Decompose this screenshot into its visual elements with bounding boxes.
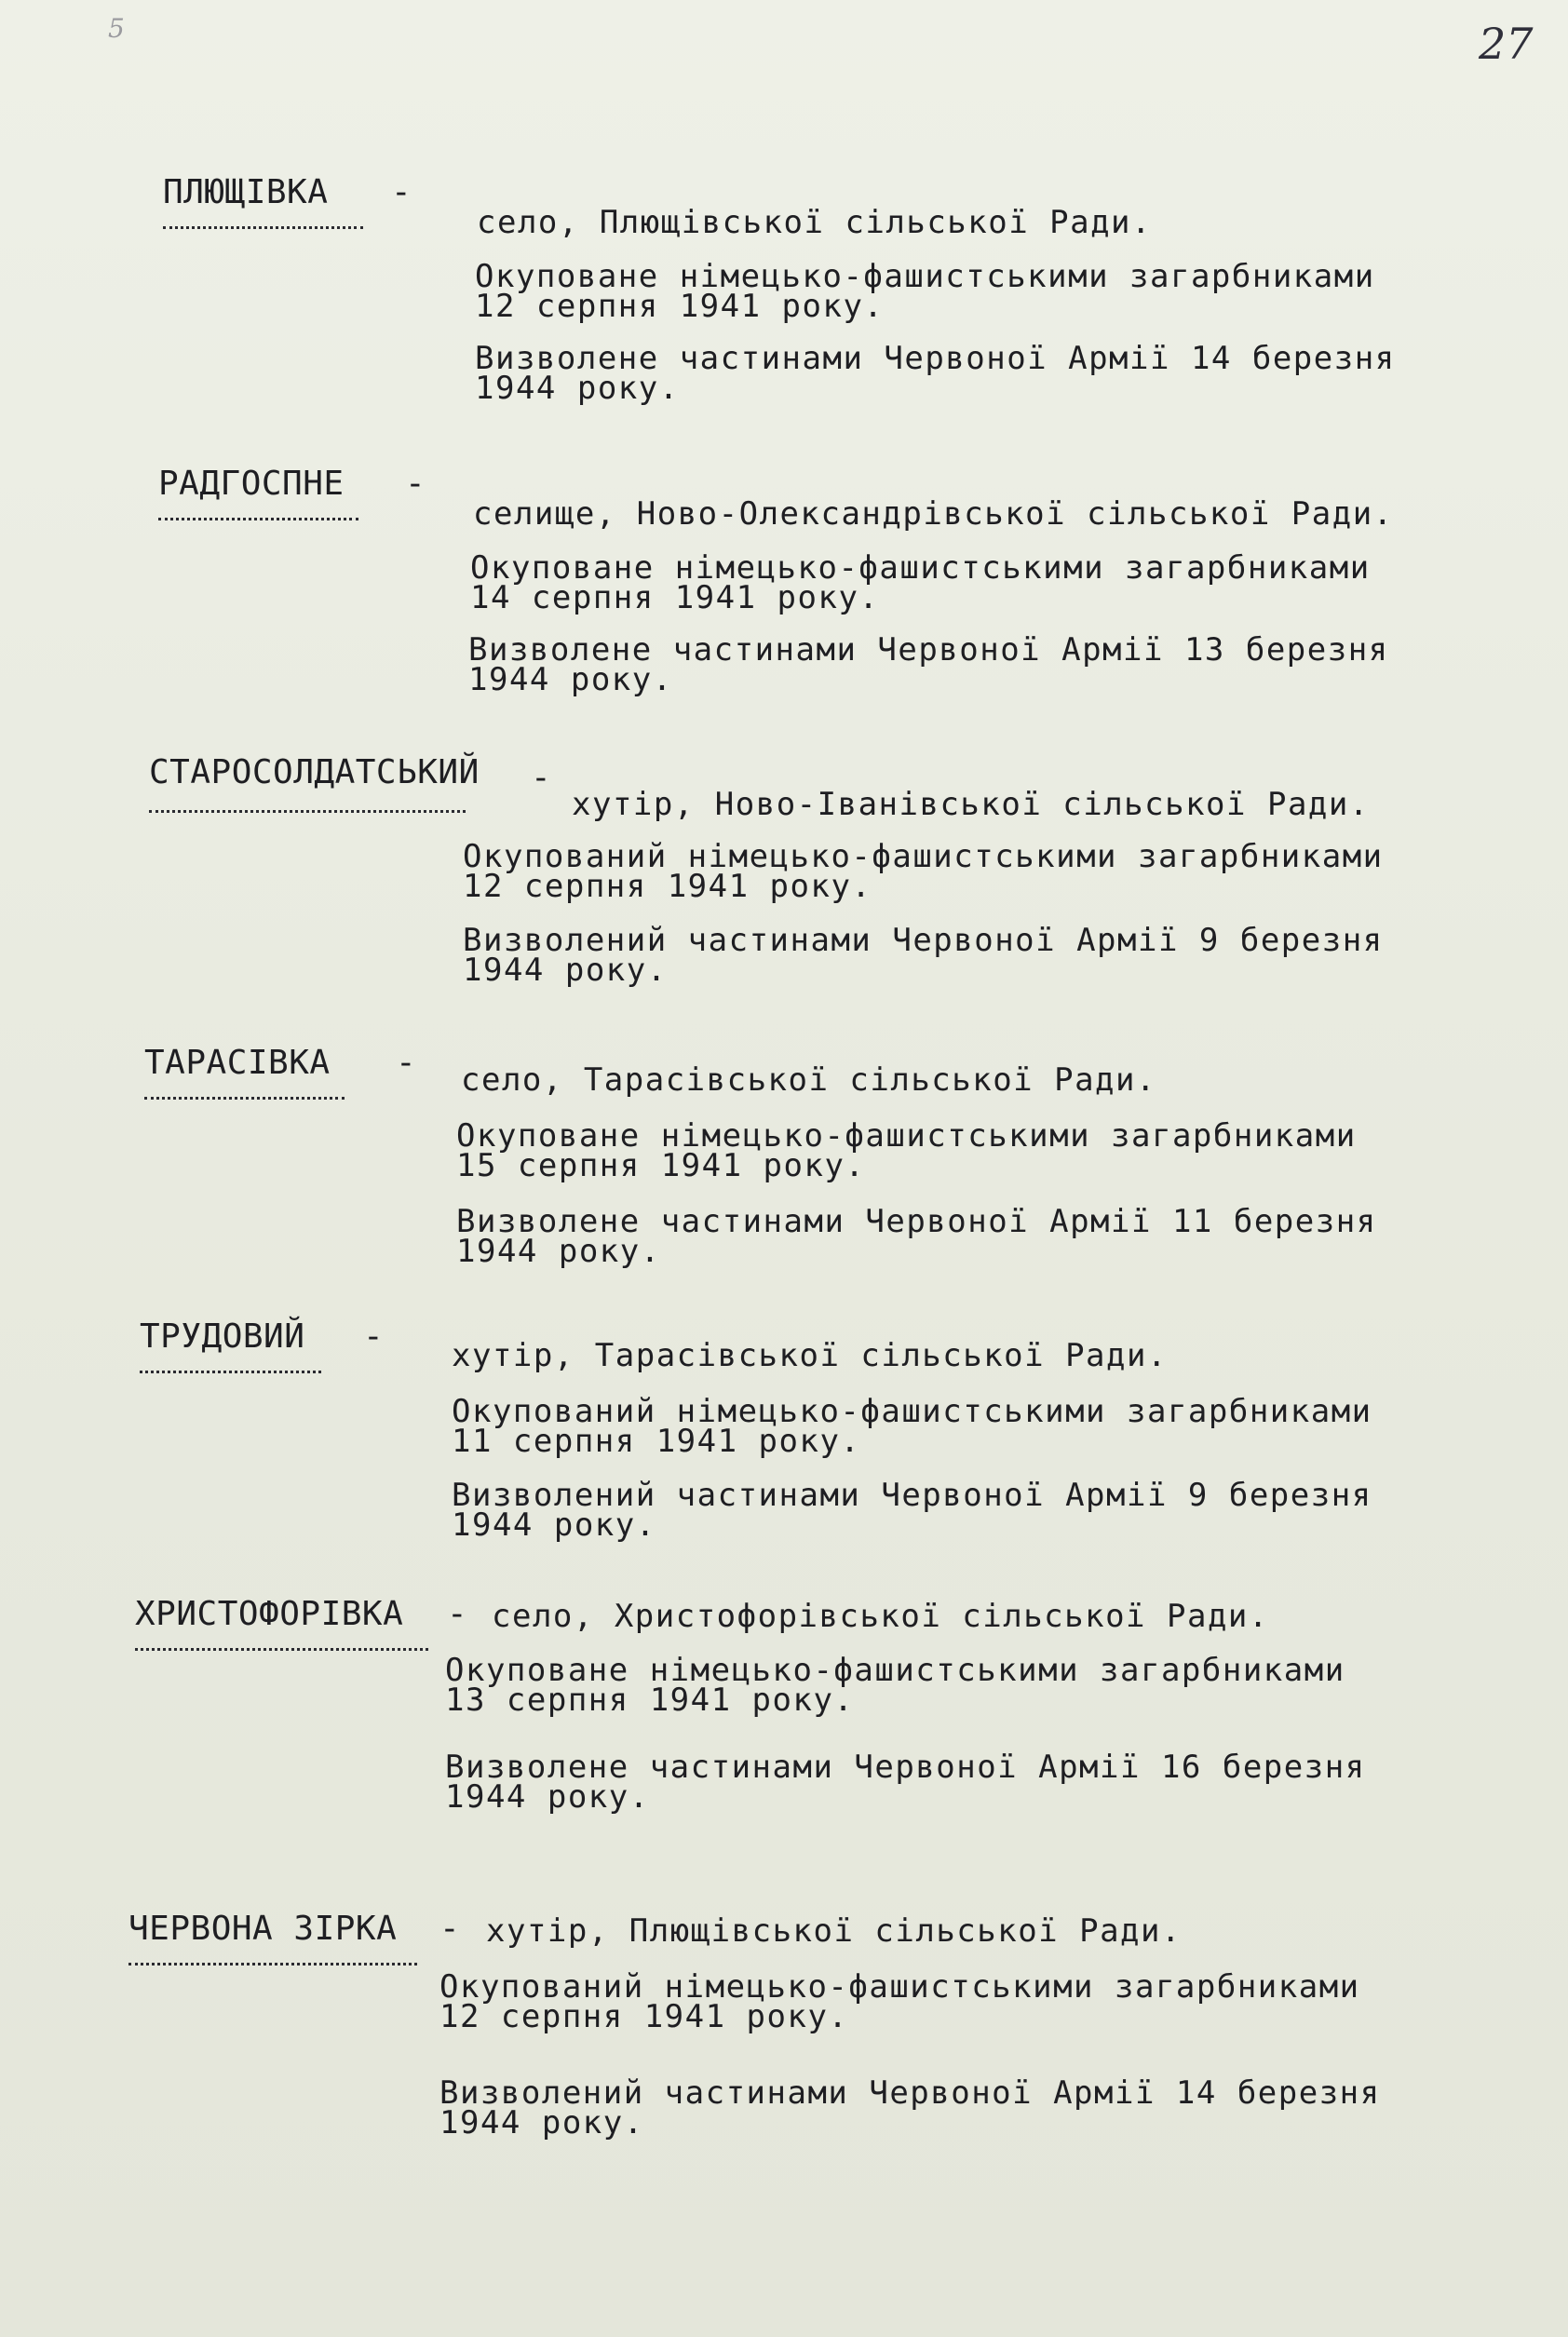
entry-underline bbox=[135, 1642, 428, 1651]
entry-occupied-date: 15 серпня 1941 року. bbox=[456, 1147, 866, 1184]
entry-liberated: Визволений частинами Червоної Армії 14 березня bbox=[439, 2074, 1381, 2112]
entry-name: СТАРОСОЛДАТСЬКИЙ bbox=[149, 753, 480, 791]
page-number: 27 bbox=[1479, 19, 1534, 69]
entry-occupied: Окупований німецько-фашистськими загарбниками bbox=[452, 1393, 1372, 1430]
entry-trudovyi bbox=[0, 1317, 1568, 1577]
entry-name: ПЛЮЩІВКА bbox=[163, 173, 329, 211]
entry-name: ХРИСТОФОРІВКА bbox=[135, 1595, 404, 1633]
entry-description: хутір, Тарасівської сільської Ради. bbox=[452, 1337, 1168, 1374]
entry-name: РАДГОСПНЕ bbox=[158, 465, 345, 503]
entry-liberated-year: 1944 року. bbox=[463, 952, 668, 989]
entry-description: селище, Ново-Олександрівської сільської Ради. bbox=[473, 495, 1394, 533]
entry-underline bbox=[144, 1091, 345, 1100]
entry-occupied: Окуповане німецько-фашистськими загарбниками bbox=[456, 1117, 1357, 1155]
entry-liberated: Визволене частинами Червоної Армії 13 березня bbox=[468, 631, 1389, 669]
entry-description: хутір, Плющівської сільської Ради. bbox=[486, 1912, 1182, 1950]
entry-description: село, Тарасівської сільської Ради. bbox=[461, 1061, 1156, 1099]
entry-description: хутір, Ново-Іванівської сільської Ради. bbox=[572, 786, 1370, 823]
entry-occupied: Окупований німецько-фашистськими загарбниками bbox=[463, 838, 1384, 875]
entry-underline bbox=[149, 804, 466, 813]
entry-description: село, Плющівської сільської Ради. bbox=[477, 204, 1153, 241]
entry-dash: - bbox=[405, 465, 426, 503]
entry-dash: - bbox=[439, 1910, 460, 1948]
entry-occupied-date: 12 серпня 1941 року. bbox=[463, 868, 872, 905]
entry-occupied-date: 14 серпня 1941 року. bbox=[470, 579, 880, 616]
entry-underline bbox=[158, 512, 358, 520]
corner-mark: 5 bbox=[108, 13, 125, 44]
entry-pliushchivka bbox=[0, 172, 1568, 433]
entry-liberated-year: 1944 року. bbox=[456, 1233, 661, 1270]
entry-liberated: Визволений частинами Червоної Армії 9 березня bbox=[463, 922, 1384, 959]
entry-occupied-date: 12 серпня 1941 року. bbox=[439, 1998, 849, 2035]
entry-liberated-year: 1944 року. bbox=[468, 661, 673, 698]
entry-occupied: Окуповане німецько-фашистськими загарбниками bbox=[470, 549, 1371, 587]
entry-tarasivka bbox=[0, 1043, 1568, 1304]
entry-chervona-zirka bbox=[0, 1909, 1568, 2169]
entry-occupied: Окуповане німецько-фашистськими загарбниками bbox=[445, 1652, 1345, 1689]
entry-description: село, Христофорівської сільської Ради. bbox=[492, 1598, 1269, 1635]
entry-liberated-year: 1944 року. bbox=[475, 370, 680, 407]
entry-underline bbox=[128, 1957, 417, 1966]
entry-name: ТРУДОВИЙ bbox=[140, 1317, 305, 1356]
entry-name: ЧЕРВОНА ЗІРКА bbox=[128, 1910, 398, 1948]
entry-liberated: Визволений частинами Червоної Армії 9 березня bbox=[452, 1477, 1372, 1514]
entry-liberated-year: 1944 року. bbox=[439, 2104, 644, 2141]
entry-liberated-year: 1944 року. bbox=[452, 1506, 656, 1544]
entry-occupied-date: 13 серпня 1941 року. bbox=[445, 1682, 855, 1719]
entry-liberated-year: 1944 року. bbox=[445, 1778, 650, 1816]
entry-dash: - bbox=[531, 759, 551, 797]
entry-occupied: Окуповане німецько-фашистськими загарбниками bbox=[475, 258, 1375, 295]
entry-occupied-date: 12 серпня 1941 року. bbox=[475, 288, 885, 325]
entry-liberated: Визволене частинами Червоної Армії 14 березня bbox=[475, 340, 1396, 377]
entry-radhospne bbox=[0, 464, 1568, 724]
entry-underline bbox=[163, 221, 363, 229]
entry-underline bbox=[140, 1365, 321, 1373]
entry-dash: - bbox=[396, 1044, 416, 1082]
entry-dash: - bbox=[391, 173, 412, 211]
entry-liberated: Визволене частинами Червоної Армії 16 березня bbox=[445, 1749, 1366, 1786]
entry-dash: - bbox=[447, 1595, 467, 1633]
entry-occupied-date: 11 серпня 1941 року. bbox=[452, 1423, 861, 1460]
entry-dash: - bbox=[363, 1317, 384, 1356]
entry-khrystoforivka bbox=[0, 1594, 1568, 1855]
entry-occupied: Окупований німецько-фашистськими загарбниками bbox=[439, 1968, 1360, 2006]
entry-liberated: Визволене частинами Червоної Армії 11 березня bbox=[456, 1203, 1377, 1240]
entry-name: ТАРАСІВКА bbox=[144, 1044, 331, 1082]
entry-starosoldatskyi bbox=[0, 752, 1568, 1013]
